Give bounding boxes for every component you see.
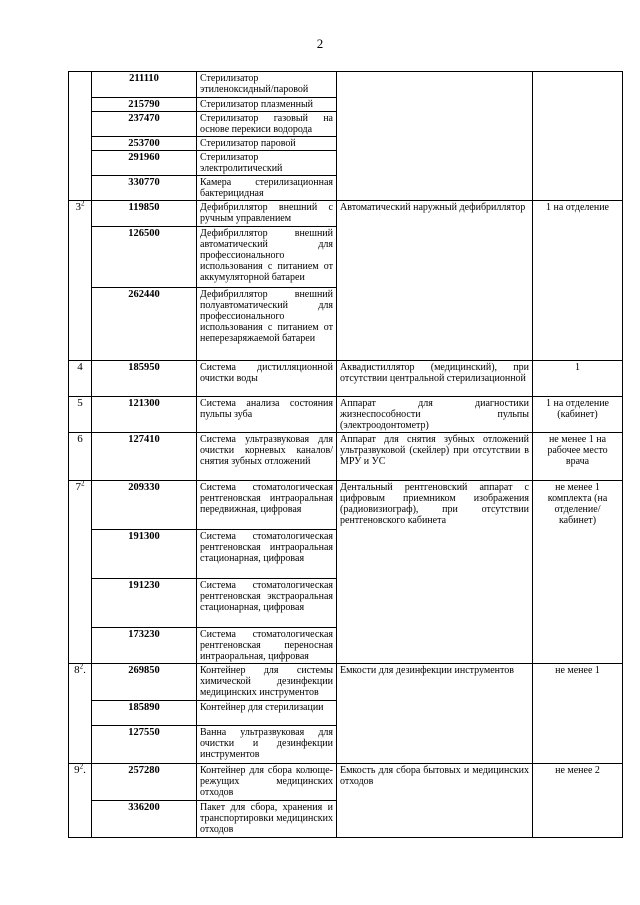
item-code: 336200	[92, 801, 197, 838]
item-code: 185950	[92, 361, 197, 397]
item-name: Система анализа состояния пульпы зуба	[197, 397, 337, 433]
item-code: 257280	[92, 764, 197, 801]
item-name: Камера стерилизационная бактерицидная	[197, 176, 337, 201]
row-number: 5	[69, 397, 92, 433]
equipment-description: Автоматический наружный дефибриллятор	[337, 201, 533, 361]
item-code: 262440	[92, 288, 197, 361]
item-code: 291960	[92, 151, 197, 176]
item-name: Система стоматологическая рентгеновская переносная интраоральная, цифровая	[197, 628, 337, 664]
item-name: Контейнер для сбора колюще-режущих медицинских отходов	[197, 764, 337, 801]
row-number: 6	[69, 433, 92, 481]
item-code: 253700	[92, 137, 197, 151]
item-code: 127410	[92, 433, 197, 481]
equipment-description: Дентальный рентгеновский аппарат с цифровым приемником изображения (радиовизиограф), при отсутствии рентгеновского кабинета	[337, 481, 533, 664]
table-row	[69, 433, 623, 481]
item-code: 209330	[92, 481, 197, 530]
item-code: 127550	[92, 726, 197, 764]
item-code: 269850	[92, 664, 197, 701]
equipment-description: Аппарат для снятия зубных отложений ультразвуковой (скейлер) при отсутствии в МРУ и УС	[337, 433, 533, 481]
required-quantity: 1 на отделение (кабинет)	[533, 397, 623, 433]
item-code: 330770	[92, 176, 197, 201]
row-number: $3^2$	[69, 201, 92, 361]
required-quantity: не менее 2	[533, 764, 623, 838]
equipment-table	[68, 71, 623, 838]
required-quantity: не менее 1 на рабочее место врача	[533, 433, 623, 481]
item-name: Стерилизатор газовый на основе перекиси водорода	[197, 112, 337, 137]
equipment-description: Емкость для сбора бытовых и медицинских отходов	[337, 764, 533, 838]
item-code: 215790	[92, 98, 197, 112]
row-number	[69, 72, 92, 201]
required-quantity: не менее 1 комплекта (на отделение/кабинет)	[533, 481, 623, 664]
equipment-description: Аквадистиллятор (медицинский), при отсутствии центральной стерилизационной	[337, 361, 533, 397]
item-name: Стерилизатор паровой	[197, 137, 337, 151]
page-number: 2	[316, 36, 324, 51]
row-number: $8^2$.	[69, 664, 92, 764]
required-quantity: 1	[533, 361, 623, 397]
item-code: 173230	[92, 628, 197, 664]
item-name: Система стоматологическая рентгеновская интраоральная передвижная, цифровая	[197, 481, 337, 530]
item-code: 211110	[92, 72, 197, 98]
item-name: Дефибриллятор внешний с ручным управлением	[197, 201, 337, 227]
item-code: 191230	[92, 579, 197, 628]
table-row	[69, 664, 623, 701]
item-name: Контейнер для стерилизации	[197, 701, 337, 726]
item-code: 119850	[92, 201, 197, 227]
item-name: Пакет для сбора, хранения и транспортировки медицинских отходов	[197, 801, 337, 838]
item-code: 185890	[92, 701, 197, 726]
item-code: 121300	[92, 397, 197, 433]
table-row	[69, 72, 623, 98]
item-name: Стерилизатор этиленоксидный/паровой	[197, 72, 337, 98]
table-row	[69, 481, 623, 530]
item-name: Стерилизатор плазменный	[197, 98, 337, 112]
item-name: Система стоматологическая рентгеновская экстраоральная стационарная, цифровая	[197, 579, 337, 628]
item-name: Система ультразвуковая для очистки корневых каналов/снятия зубных отложений	[197, 433, 337, 481]
required-quantity	[533, 72, 623, 201]
equipment-description: Аппарат для диагностики жизнеспособности пульпы (электроодонтометр)	[337, 397, 533, 433]
item-name: Система дистилляционной очистки воды	[197, 361, 337, 397]
equipment-description	[337, 72, 533, 201]
row-number: $7^2$	[69, 481, 92, 664]
required-quantity: не менее 1	[533, 664, 623, 764]
table-row	[69, 397, 623, 433]
item-code: 237470	[92, 112, 197, 137]
item-name: Дефибриллятор внешний полуавтоматический для профессионального использования с питанием от неперезаряжаемой батареи	[197, 288, 337, 361]
item-name: Дефибриллятор внешний автоматический для профессионального использования с питанием от аккумуляторной батареи	[197, 227, 337, 288]
item-name: Стерилизатор электролитический	[197, 151, 337, 176]
item-name: Система стоматологическая рентгеновская интраоральная стационарная, цифровая	[197, 530, 337, 579]
item-code: 191300	[92, 530, 197, 579]
row-number: $9^2$.	[69, 764, 92, 838]
item-code: 126500	[92, 227, 197, 288]
item-name: Ванна ультразвуковая для очистки и дезинфекции инструментов	[197, 726, 337, 764]
table-row	[69, 361, 623, 397]
table-row	[69, 764, 623, 801]
table-row	[69, 201, 623, 227]
equipment-description: Емкости для дезинфекции инструментов	[337, 664, 533, 764]
row-number: 4	[69, 361, 92, 397]
required-quantity: 1 на отделение	[533, 201, 623, 361]
item-name: Контейнер для системы химической дезинфекции медицинских инструментов	[197, 664, 337, 701]
